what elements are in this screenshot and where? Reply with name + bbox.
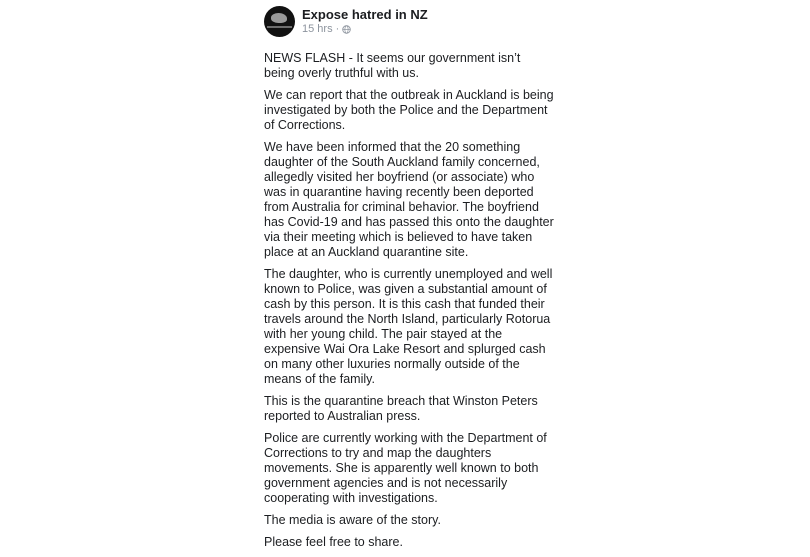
post-timestamp[interactable]: 15 hrs [302,22,333,35]
post-paragraph: This is the quarantine breach that Winston Peters reported to Australian press. [264,394,538,423]
post-header-text [302,7,428,36]
avatar-wordmark-graphic [267,26,292,28]
post-meta [302,23,428,36]
post-paragraph: The media is aware of the story. [264,513,441,527]
meta-separator: · [335,22,340,35]
avatar-bird-graphic [271,13,287,23]
post-paragraph: The daughter, who is currently unemployed and well known to Police, was given a substantial amount of cash by this person. It is this cash that funded their travels around the North Island, particularly Rotorua with her young child. The pair stayed at the expensive Wai Ora Lake Resort and splurged cash on many other luxuries normally outside of the means of the family. [264,267,553,386]
page-name-link[interactable]: Expose hatred in NZ [302,6,428,22]
page-avatar[interactable] [264,6,295,37]
post-paragraph: Please feel free to share. [264,535,403,549]
facebook-post [264,5,554,557]
post-paragraph: NEWS FLASH - It seems our government isn’t being overly truthful with us. [264,51,521,80]
globe-icon[interactable] [342,25,351,34]
post-paragraph: Police are currently working with the Department of Corrections to try and map the daughters movements. She is apparently well known to both government agencies and is not necessarily cooperating with investigations. [264,431,547,505]
post-paragraph: We can report that the outbreak in Auckland is being investigated by both the Police and the Department of Corrections. [264,88,554,132]
post-header [264,5,554,37]
post-paragraph: We have been informed that the 20 something daughter of the South Auckland family concerned, allegedly visited her boyfriend (or associate) who was in quarantine having recently been deported from Australia for criminal behavior. The boyfriend has Covid-19 and has passed this onto the daughter via their meeting which is believed to have taken place at an Auckland quarantine site. [264,140,554,259]
post-body [264,51,554,550]
